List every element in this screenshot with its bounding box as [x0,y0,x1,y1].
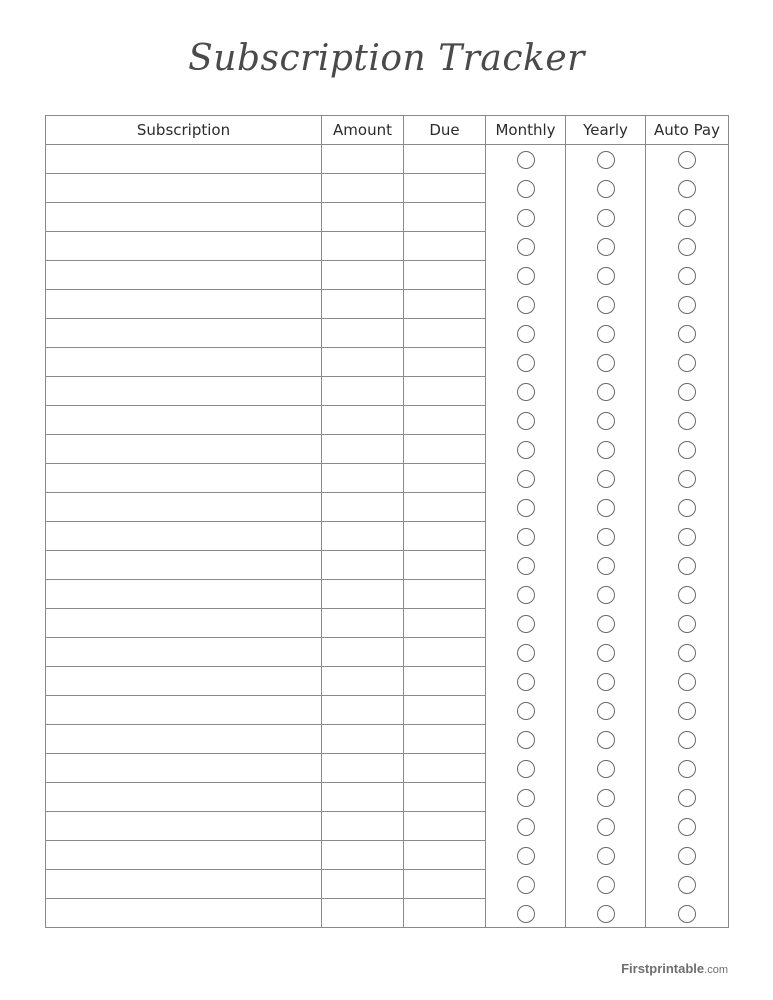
circle-checkbox-icon[interactable] [517,702,535,720]
table-row [46,609,729,638]
yearly-checkbox-cell [566,290,646,319]
circle-checkbox-icon[interactable] [678,847,696,865]
table-row [46,580,729,609]
table-row [46,551,729,580]
amount-cell[interactable] [322,203,404,232]
yearly-checkbox-cell [566,696,646,725]
monthly-checkbox-cell [486,696,566,725]
autopay-checkbox-cell [646,696,729,725]
table-row [46,812,729,841]
yearly-checkbox-cell [566,261,646,290]
due-cell[interactable] [404,754,486,783]
circle-checkbox-icon[interactable] [678,412,696,430]
circle-checkbox-icon[interactable] [597,296,615,314]
subscription-cell[interactable] [46,203,322,232]
due-cell[interactable] [404,609,486,638]
monthly-checkbox-cell [486,841,566,870]
autopay-checkbox-cell [646,290,729,319]
circle-checkbox-icon[interactable] [678,615,696,633]
circle-checkbox-icon[interactable] [597,499,615,517]
circle-checkbox-icon[interactable] [597,673,615,691]
circle-checkbox-icon[interactable] [517,354,535,372]
table-row [46,406,729,435]
monthly-checkbox-cell [486,261,566,290]
circle-checkbox-icon[interactable] [597,818,615,836]
circle-checkbox-icon[interactable] [678,644,696,662]
circle-checkbox-icon[interactable] [517,905,535,923]
circle-checkbox-icon[interactable] [517,267,535,285]
circle-checkbox-icon[interactable] [597,905,615,923]
monthly-checkbox-cell [486,638,566,667]
amount-cell[interactable] [322,580,404,609]
circle-checkbox-icon[interactable] [517,180,535,198]
column-header-due: Due [404,116,486,145]
circle-checkbox-icon[interactable] [597,615,615,633]
yearly-checkbox-cell [566,812,646,841]
circle-checkbox-icon[interactable] [597,528,615,546]
circle-checkbox-icon[interactable] [517,789,535,807]
subscription-cell[interactable] [46,493,322,522]
circle-checkbox-icon[interactable] [517,760,535,778]
autopay-checkbox-cell [646,406,729,435]
brand-name: Firstprintable [621,961,705,976]
due-cell[interactable] [404,290,486,319]
subscription-cell[interactable] [46,899,322,928]
table-row [46,522,729,551]
circle-checkbox-icon[interactable] [678,470,696,488]
circle-checkbox-icon[interactable] [597,702,615,720]
amount-cell[interactable] [322,406,404,435]
yearly-checkbox-cell [566,609,646,638]
circle-checkbox-icon[interactable] [517,325,535,343]
amount-cell[interactable] [322,261,404,290]
brand-footer [621,961,728,976]
circle-checkbox-icon[interactable] [597,180,615,198]
circle-checkbox-icon[interactable] [597,557,615,575]
due-cell[interactable] [404,203,486,232]
circle-checkbox-icon[interactable] [517,731,535,749]
due-cell[interactable] [404,667,486,696]
autopay-checkbox-cell [646,638,729,667]
due-cell[interactable] [404,319,486,348]
monthly-checkbox-cell [486,609,566,638]
table-row [46,319,729,348]
table-row [46,377,729,406]
circle-checkbox-icon[interactable] [517,296,535,314]
yearly-checkbox-cell [566,406,646,435]
monthly-checkbox-cell [486,174,566,203]
circle-checkbox-icon[interactable] [678,557,696,575]
monthly-checkbox-cell [486,870,566,899]
due-cell[interactable] [404,174,486,203]
autopay-checkbox-cell [646,754,729,783]
amount-cell[interactable] [322,319,404,348]
circle-checkbox-icon[interactable] [678,325,696,343]
column-header-subscription: Subscription [46,116,322,145]
monthly-checkbox-cell [486,812,566,841]
autopay-checkbox-cell [646,870,729,899]
circle-checkbox-icon[interactable] [678,673,696,691]
circle-checkbox-icon[interactable] [597,876,615,894]
circle-checkbox-icon[interactable] [517,209,535,227]
yearly-checkbox-cell [566,435,646,464]
table-row [46,667,729,696]
table-row [46,261,729,290]
monthly-checkbox-cell [486,232,566,261]
circle-checkbox-icon[interactable] [597,151,615,169]
monthly-checkbox-cell [486,435,566,464]
monthly-checkbox-cell [486,899,566,928]
subscription-cell[interactable] [46,696,322,725]
circle-checkbox-icon[interactable] [517,499,535,517]
yearly-checkbox-cell [566,754,646,783]
due-cell[interactable] [404,638,486,667]
yearly-checkbox-cell [566,667,646,696]
due-cell[interactable] [404,551,486,580]
table-row [46,696,729,725]
table-row [46,493,729,522]
subscription-cell[interactable] [46,290,322,319]
circle-checkbox-icon[interactable] [517,528,535,546]
subscription-cell[interactable] [46,522,322,551]
circle-checkbox-icon[interactable] [678,238,696,256]
due-cell[interactable] [404,145,486,174]
circle-checkbox-icon[interactable] [678,383,696,401]
due-cell[interactable] [404,812,486,841]
circle-checkbox-icon[interactable] [678,499,696,517]
circle-checkbox-icon[interactable] [597,470,615,488]
autopay-checkbox-cell [646,174,729,203]
circle-checkbox-icon[interactable] [517,151,535,169]
circle-checkbox-icon[interactable] [678,441,696,459]
subscription-cell[interactable] [46,580,322,609]
page-title: Subscription Tracker [188,38,585,79]
table-row [46,145,729,174]
due-cell[interactable] [404,696,486,725]
autopay-checkbox-cell [646,232,729,261]
yearly-checkbox-cell [566,319,646,348]
autopay-checkbox-cell [646,261,729,290]
monthly-checkbox-cell [486,551,566,580]
yearly-checkbox-cell [566,580,646,609]
table-row [46,290,729,319]
amount-cell[interactable] [322,841,404,870]
amount-cell[interactable] [322,725,404,754]
monthly-checkbox-cell [486,203,566,232]
due-cell[interactable] [404,377,486,406]
monthly-checkbox-cell [486,464,566,493]
monthly-checkbox-cell [486,348,566,377]
subscription-cell[interactable] [46,609,322,638]
yearly-checkbox-cell [566,899,646,928]
due-cell[interactable] [404,348,486,377]
circle-checkbox-icon[interactable] [517,441,535,459]
table-row [46,638,729,667]
amount-cell[interactable] [322,667,404,696]
circle-checkbox-icon[interactable] [597,760,615,778]
due-cell[interactable] [404,899,486,928]
due-cell[interactable] [404,435,486,464]
circle-checkbox-icon[interactable] [678,760,696,778]
amount-cell[interactable] [322,638,404,667]
monthly-checkbox-cell [486,754,566,783]
circle-checkbox-icon[interactable] [597,644,615,662]
circle-checkbox-icon[interactable] [597,383,615,401]
circle-checkbox-icon[interactable] [678,586,696,604]
amount-cell[interactable] [322,754,404,783]
monthly-checkbox-cell [486,783,566,812]
monthly-checkbox-cell [486,319,566,348]
circle-checkbox-icon[interactable] [678,731,696,749]
due-cell[interactable] [404,522,486,551]
circle-checkbox-icon[interactable] [597,586,615,604]
autopay-checkbox-cell [646,435,729,464]
monthly-checkbox-cell [486,522,566,551]
circle-checkbox-icon[interactable] [517,586,535,604]
yearly-checkbox-cell [566,348,646,377]
autopay-checkbox-cell [646,783,729,812]
autopay-checkbox-cell [646,203,729,232]
due-cell[interactable] [404,870,486,899]
circle-checkbox-icon[interactable] [517,876,535,894]
autopay-checkbox-cell [646,841,729,870]
circle-checkbox-icon[interactable] [678,151,696,169]
amount-cell[interactable] [322,174,404,203]
circle-checkbox-icon[interactable] [597,238,615,256]
circle-checkbox-icon[interactable] [597,267,615,285]
amount-cell[interactable] [322,377,404,406]
subscription-table [45,115,729,928]
subscription-cell[interactable] [46,232,322,261]
subscription-cell[interactable] [46,754,322,783]
autopay-checkbox-cell [646,377,729,406]
autopay-checkbox-cell [646,667,729,696]
circle-checkbox-icon[interactable] [517,557,535,575]
subscription-cell[interactable] [46,870,322,899]
monthly-checkbox-cell [486,290,566,319]
table-row [46,725,729,754]
amount-cell[interactable] [322,899,404,928]
autopay-checkbox-cell [646,348,729,377]
column-header-yearly: Yearly [566,116,646,145]
yearly-checkbox-cell [566,870,646,899]
autopay-checkbox-cell [646,551,729,580]
circle-checkbox-icon[interactable] [678,876,696,894]
circle-checkbox-icon[interactable] [678,702,696,720]
yearly-checkbox-cell [566,725,646,754]
circle-checkbox-icon[interactable] [517,615,535,633]
table-row [46,783,729,812]
circle-checkbox-icon[interactable] [678,296,696,314]
subscription-cell[interactable] [46,319,322,348]
yearly-checkbox-cell [566,232,646,261]
column-header-monthly: Monthly [486,116,566,145]
due-cell[interactable] [404,725,486,754]
amount-cell[interactable] [322,609,404,638]
subscription-cell[interactable] [46,812,322,841]
circle-checkbox-icon[interactable] [517,644,535,662]
amount-cell[interactable] [322,812,404,841]
table-row [46,464,729,493]
brand-domain: .com [704,964,728,976]
circle-checkbox-icon[interactable] [597,731,615,749]
circle-checkbox-icon[interactable] [678,789,696,807]
table-row [46,899,729,928]
autopay-checkbox-cell [646,609,729,638]
circle-checkbox-icon[interactable] [597,789,615,807]
autopay-checkbox-cell [646,580,729,609]
autopay-checkbox-cell [646,493,729,522]
circle-checkbox-icon[interactable] [517,673,535,691]
due-cell[interactable] [404,783,486,812]
amount-cell[interactable] [322,290,404,319]
autopay-checkbox-cell [646,145,729,174]
circle-checkbox-icon[interactable] [517,470,535,488]
table-row [46,435,729,464]
table-row [46,174,729,203]
yearly-checkbox-cell [566,841,646,870]
header-row [46,116,729,145]
amount-cell[interactable] [322,464,404,493]
table-row [46,232,729,261]
yearly-checkbox-cell [566,377,646,406]
circle-checkbox-icon[interactable] [597,354,615,372]
autopay-checkbox-cell [646,725,729,754]
column-header-amount: Amount [322,116,404,145]
autopay-checkbox-cell [646,812,729,841]
circle-checkbox-icon[interactable] [678,528,696,546]
subscription-cell[interactable] [46,145,322,174]
circle-checkbox-icon[interactable] [678,354,696,372]
due-cell[interactable] [404,841,486,870]
table-row [46,754,729,783]
amount-cell[interactable] [322,145,404,174]
circle-checkbox-icon[interactable] [517,383,535,401]
amount-cell[interactable] [322,493,404,522]
subscription-cell[interactable] [46,783,322,812]
amount-cell[interactable] [322,696,404,725]
table-row [46,348,729,377]
amount-cell[interactable] [322,348,404,377]
autopay-checkbox-cell [646,464,729,493]
monthly-checkbox-cell [486,145,566,174]
subscription-cell[interactable] [46,435,322,464]
circle-checkbox-icon[interactable] [517,412,535,430]
table-row [46,203,729,232]
amount-cell[interactable] [322,551,404,580]
circle-checkbox-icon[interactable] [597,325,615,343]
yearly-checkbox-cell [566,522,646,551]
yearly-checkbox-cell [566,551,646,580]
amount-cell[interactable] [322,783,404,812]
autopay-checkbox-cell [646,319,729,348]
due-cell[interactable] [404,464,486,493]
circle-checkbox-icon[interactable] [678,180,696,198]
due-cell[interactable] [404,406,486,435]
subscription-cell[interactable] [46,725,322,754]
yearly-checkbox-cell [566,638,646,667]
monthly-checkbox-cell [486,580,566,609]
subscription-cell[interactable] [46,638,322,667]
subscription-cell[interactable] [46,406,322,435]
subscription-cell[interactable] [46,261,322,290]
amount-cell[interactable] [322,870,404,899]
yearly-checkbox-cell [566,464,646,493]
table-body [46,145,729,928]
subscription-cell[interactable] [46,551,322,580]
yearly-checkbox-cell [566,174,646,203]
table-row [46,870,729,899]
amount-cell[interactable] [322,232,404,261]
circle-checkbox-icon[interactable] [517,818,535,836]
subscription-cell[interactable] [46,464,322,493]
circle-checkbox-icon[interactable] [597,847,615,865]
due-cell[interactable] [404,232,486,261]
monthly-checkbox-cell [486,493,566,522]
circle-checkbox-icon[interactable] [678,209,696,227]
circle-checkbox-icon[interactable] [678,905,696,923]
amount-cell[interactable] [322,522,404,551]
monthly-checkbox-cell [486,377,566,406]
circle-checkbox-icon[interactable] [597,209,615,227]
yearly-checkbox-cell [566,203,646,232]
yearly-checkbox-cell [566,145,646,174]
yearly-checkbox-cell [566,493,646,522]
autopay-checkbox-cell [646,522,729,551]
subscription-cell[interactable] [46,377,322,406]
amount-cell[interactable] [322,435,404,464]
monthly-checkbox-cell [486,725,566,754]
table-row [46,841,729,870]
circle-checkbox-icon[interactable] [597,441,615,459]
circle-checkbox-icon[interactable] [517,238,535,256]
yearly-checkbox-cell [566,783,646,812]
circle-checkbox-icon[interactable] [678,267,696,285]
circle-checkbox-icon[interactable] [597,412,615,430]
due-cell[interactable] [404,261,486,290]
monthly-checkbox-cell [486,667,566,696]
autopay-checkbox-cell [646,899,729,928]
subscription-cell[interactable] [46,174,322,203]
subscription-cell[interactable] [46,841,322,870]
circle-checkbox-icon[interactable] [517,847,535,865]
circle-checkbox-icon[interactable] [678,818,696,836]
monthly-checkbox-cell [486,406,566,435]
due-cell[interactable] [404,580,486,609]
subscription-cell[interactable] [46,348,322,377]
subscription-cell[interactable] [46,667,322,696]
column-header-autopay: Auto Pay [646,116,729,145]
due-cell[interactable] [404,493,486,522]
